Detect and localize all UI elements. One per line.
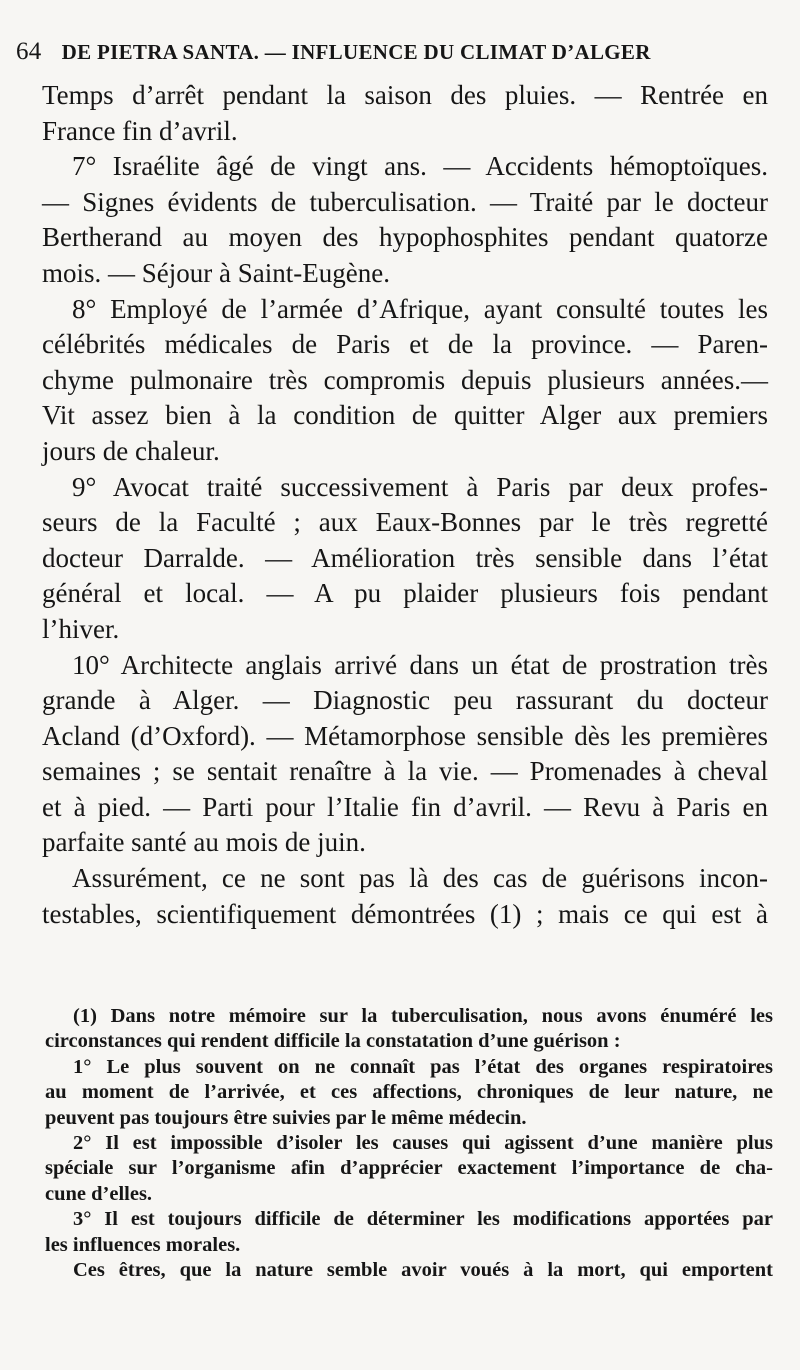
body-line: général et local. — A pu plaider plusieurs fois pendant: [42, 578, 768, 609]
body-line: Temps d’arrêt pendant la saison des pluies. — Rentrée en: [42, 80, 768, 110]
footnote-line: peuvent pas toujours être suivies par le même médecin.: [45, 1106, 527, 1129]
body-line: Acland (d’Oxford). — Métamorphose sensible dès les premières: [42, 720, 768, 751]
body-line: 10° Architecte anglais arrivé dans un état de prostration très: [72, 649, 768, 680]
body-line: 8° Employé de l’armée d’Afrique, ayant consulté toutes les: [72, 293, 768, 324]
running-header: [16, 38, 770, 66]
body-line: Bertherand au moyen des hypophosphites pendant quatorze: [42, 222, 768, 253]
body-line: — Signes évidents de tuberculisation. — Traité par le docteur: [42, 186, 768, 217]
body-line: testables, scientifiquement démontrées (1) ; mais ce qui est à: [42, 898, 768, 929]
footnote-line: au moment de l’arrivée, et ces affections, chroniques de leur nature, ne: [45, 1081, 773, 1104]
footnote-line: spéciale sur l’organisme afin d’apprécier exactement l’importance de cha-: [45, 1157, 773, 1180]
body-line: Assurément, ce ne sont pas là des cas de guérisons incon-: [72, 863, 768, 894]
footnote-line: cune d’elles.: [45, 1182, 153, 1205]
footnote-line: 3° Il est toujours difficile de déterminer les modifications apportées par: [73, 1208, 773, 1231]
footnote-line: 2° Il est impossible d’isoler les causes qui agissent d’une manière plus: [73, 1132, 773, 1155]
body-text: [42, 78, 768, 932]
body-line: 9° Avocat traité successivement à Paris par deux profes-: [72, 471, 768, 502]
running-title: DE PIETRA SANTA. — INFLUENCE DU CLIMAT D’ALGER: [61, 40, 651, 64]
footnote-line: 1° Le plus souvent on ne connaît pas l’état des organes respiratoires: [73, 1055, 773, 1078]
body-line: seurs de la Faculté ; aux Eaux-Bonnes par le très regretté: [42, 507, 768, 538]
body-line: France fin d’avril.: [42, 115, 238, 146]
body-line: Vit assez bien à la condition de quitter Alger aux premiers: [42, 400, 768, 431]
body-line: docteur Darralde. — Amélioration très sensible dans l’état: [42, 542, 768, 573]
footnote-line: circonstances qui rendent difficile la constatation d’une guérison :: [45, 1030, 621, 1053]
footnote-line: (1) Dans notre mémoire sur la tuberculisation, nous avons énuméré les: [73, 1005, 773, 1027]
body-line: jours de chaleur.: [42, 435, 220, 466]
body-line: grande à Alger. — Diagnostic peu rassurant du docteur: [42, 685, 768, 716]
body-line: célébrités médicales de Paris et de la province. — Paren-: [42, 329, 768, 360]
body-line: semaines ; se sentait renaître à la vie. — Promenades à cheval: [42, 756, 768, 787]
body-line: 7° Israélite âgé de vingt ans. — Accidents hémoptoïques.: [72, 151, 768, 182]
body-line: et à pied. — Parti pour l’Italie fin d’avril. — Revu à Paris en: [42, 791, 768, 822]
body-line: l’hiver.: [42, 613, 120, 644]
footnotes: [45, 1004, 773, 1283]
body-line: chyme pulmonaire très compromis depuis plusieurs années.—: [42, 364, 768, 395]
body-line: parfaite santé au mois de juin.: [42, 827, 366, 858]
page-number: 64: [16, 38, 42, 65]
footnote-line: les influences morales.: [45, 1233, 241, 1256]
footnote-line: Ces êtres, que la nature semble avoir voués à la mort, qui emportent: [73, 1259, 773, 1282]
body-line: mois. — Séjour à Saint-Eugène.: [42, 257, 390, 288]
